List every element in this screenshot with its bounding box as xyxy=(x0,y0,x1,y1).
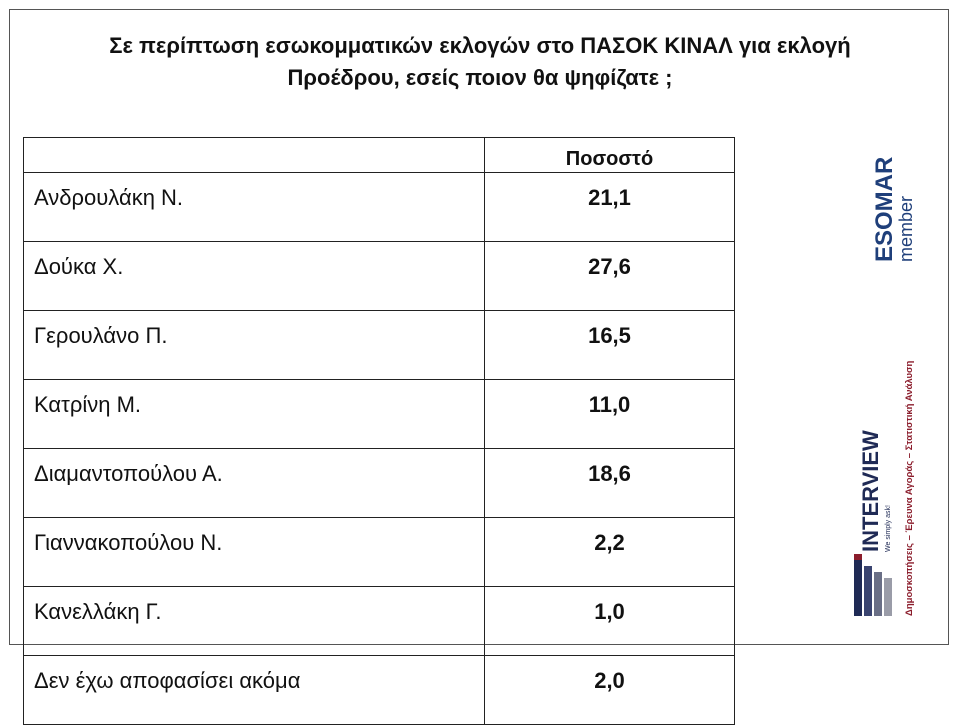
table-row xyxy=(24,656,735,725)
percentage-value: 11,0 xyxy=(485,380,735,449)
table-row xyxy=(24,173,735,242)
candidate-name: Διαμαντοπούλου Α. xyxy=(24,449,485,518)
candidate-name: Κατρίνη Μ. xyxy=(24,380,485,449)
table-row xyxy=(24,518,735,587)
header-value-cell: Ποσοστό xyxy=(485,138,735,173)
interview-tagline-text: We simply ask! xyxy=(885,505,892,552)
candidate-name: Γιαννακοπούλου Ν. xyxy=(24,518,485,587)
interview-logo xyxy=(850,320,935,618)
table-row xyxy=(24,311,735,380)
results-table xyxy=(23,137,735,725)
candidate-name: Ανδρουλάκη Ν. xyxy=(24,173,485,242)
percentage-value: 21,1 xyxy=(485,173,735,242)
esomar-member-text: member xyxy=(896,195,916,262)
candidate-name: Δεν έχω αποφασίσει ακόμα xyxy=(24,656,485,725)
chart-title xyxy=(40,30,920,94)
percentage-value: 2,0 xyxy=(485,656,735,725)
title-line-1: Σε περίπτωση εσωκομματικών εκλογών στο ΠΑΣΟΚ ΚΙΝΑΛ για εκλογή xyxy=(109,33,851,58)
interview-logo-text: INTERVIEW xyxy=(858,430,883,552)
candidate-name: Κανελλάκη Γ. xyxy=(24,587,485,656)
table-row xyxy=(24,380,735,449)
percentage-value: 2,2 xyxy=(485,518,735,587)
header-name-cell xyxy=(24,138,485,173)
esomar-member-logo xyxy=(862,150,930,268)
table-body xyxy=(24,173,735,725)
esomar-logo-text: ESOMAR xyxy=(871,156,898,262)
interview-pyramid-icon xyxy=(854,554,892,616)
table-header-row xyxy=(24,138,735,173)
table-row xyxy=(24,587,735,656)
percentage-value: 18,6 xyxy=(485,449,735,518)
percentage-value: 1,0 xyxy=(485,587,735,656)
candidate-name: Γερουλάνο Π. xyxy=(24,311,485,380)
percentage-value: 27,6 xyxy=(485,242,735,311)
title-line-2: Προέδρου, εσείς ποιον θα ψηφίζατε ; xyxy=(287,65,673,90)
interview-services-text: Δημοσκοπήσεις – Έρευνα Αγοράς – Στατιστική Ανάλυση xyxy=(904,360,915,616)
candidate-name: Δούκα Χ. xyxy=(24,242,485,311)
table-row xyxy=(24,449,735,518)
table-row xyxy=(24,242,735,311)
percentage-value: 16,5 xyxy=(485,311,735,380)
